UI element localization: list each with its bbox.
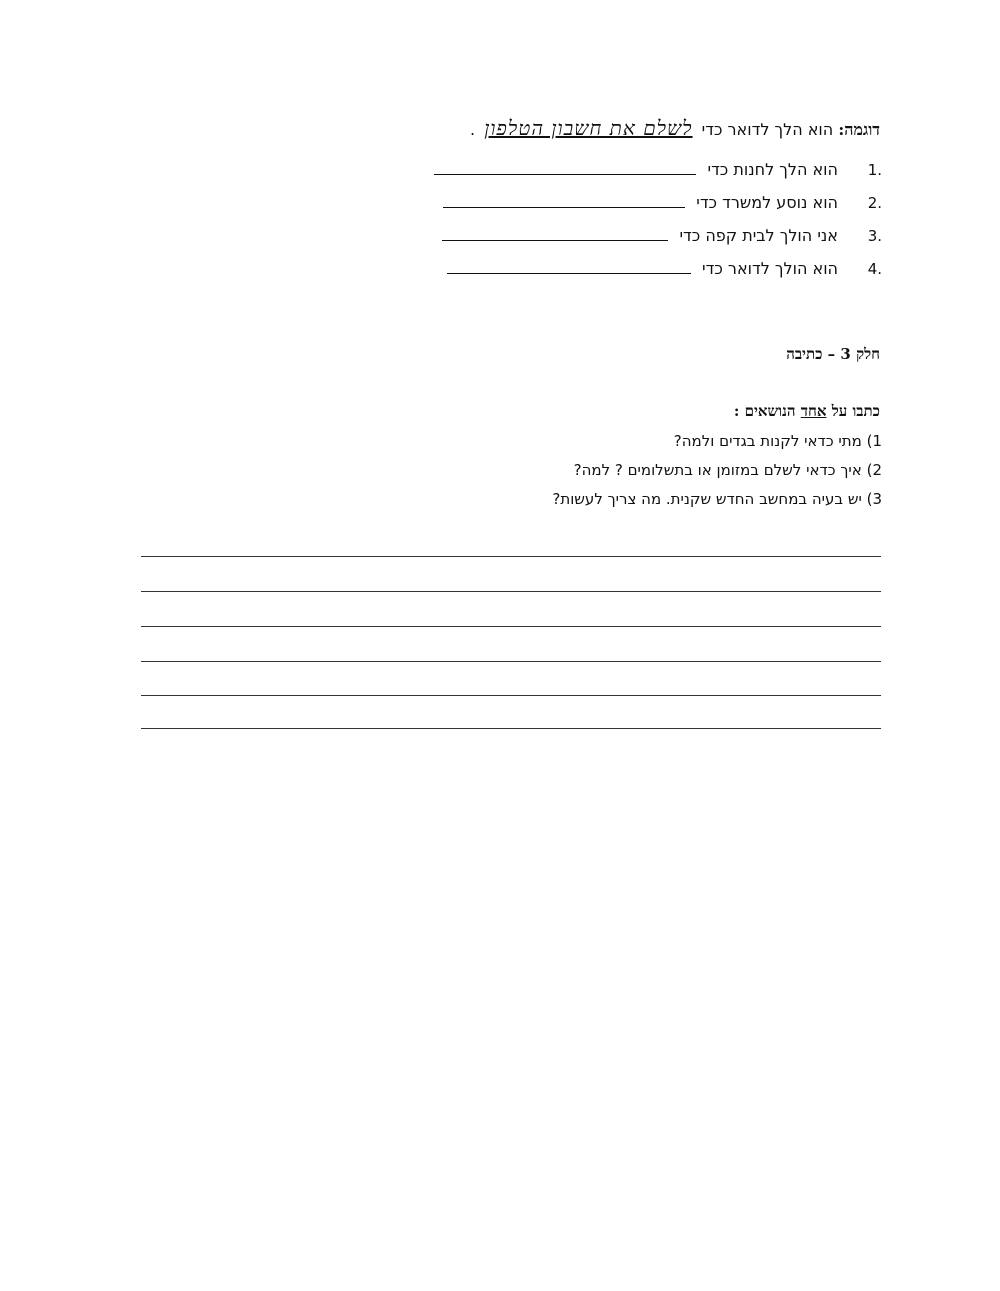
writing-line[interactable] xyxy=(141,626,881,627)
exercise-4-answer-blank[interactable] xyxy=(447,259,691,274)
exercise-1-number: 1. xyxy=(867,161,882,179)
exercise-2 xyxy=(443,193,838,212)
exercise-1 xyxy=(434,160,838,179)
topic-2-text: איך כדאי לשלם במזומן או בתשלומים ? למה? xyxy=(573,461,862,479)
instruction xyxy=(734,402,880,421)
example-line xyxy=(470,116,880,141)
topic-1-text: מתי כדאי לקנות בגדים ולמה? xyxy=(673,432,862,450)
example-end: . xyxy=(470,120,476,139)
example-label: דוגמה: xyxy=(838,120,880,139)
exercise-3 xyxy=(442,226,838,245)
exercise-1-answer-blank[interactable] xyxy=(434,160,696,175)
exercise-2-answer-blank[interactable] xyxy=(443,193,685,208)
section-title: חלק 3 – כתיבה xyxy=(786,345,880,363)
exercise-2-number: 2. xyxy=(867,194,882,212)
example-handwritten-answer: לשלם את חשבון הטלפון xyxy=(484,116,693,140)
exercise-4-number: 4. xyxy=(867,260,882,278)
exercise-4-text: הוא הולך לדואר כדי xyxy=(702,259,838,278)
writing-line[interactable] xyxy=(141,728,881,729)
instruction-post: הנושאים : xyxy=(733,402,796,420)
topic-2-number: 2) xyxy=(866,461,882,479)
instruction-underlined: אחד xyxy=(800,402,827,420)
topic-1-number: 1) xyxy=(866,432,882,450)
example-text: הוא הלך לדואר כדי xyxy=(701,120,834,139)
exercise-3-answer-blank[interactable] xyxy=(442,226,668,241)
exercise-2-text: הוא נוסע למשרד כדי xyxy=(696,193,838,212)
exercise-3-number: 3. xyxy=(867,227,882,245)
writing-line[interactable] xyxy=(141,556,881,557)
exercise-4 xyxy=(447,259,838,278)
topic-1 xyxy=(674,432,882,450)
writing-line[interactable] xyxy=(141,695,881,696)
topic-3-number: 3) xyxy=(866,490,882,508)
exercise-3-text: אני הולך לבית קפה כדי xyxy=(679,226,838,245)
writing-line[interactable] xyxy=(141,591,881,592)
instruction-pre: כתבו על xyxy=(831,402,880,420)
topic-2 xyxy=(574,461,882,479)
topic-3 xyxy=(552,490,882,508)
topic-3-text: יש בעיה במחשב החדש שקנית. מה צריך לעשות? xyxy=(552,490,862,508)
exercise-1-text: הוא הלך לחנות כדי xyxy=(707,160,838,179)
writing-line[interactable] xyxy=(141,661,881,662)
